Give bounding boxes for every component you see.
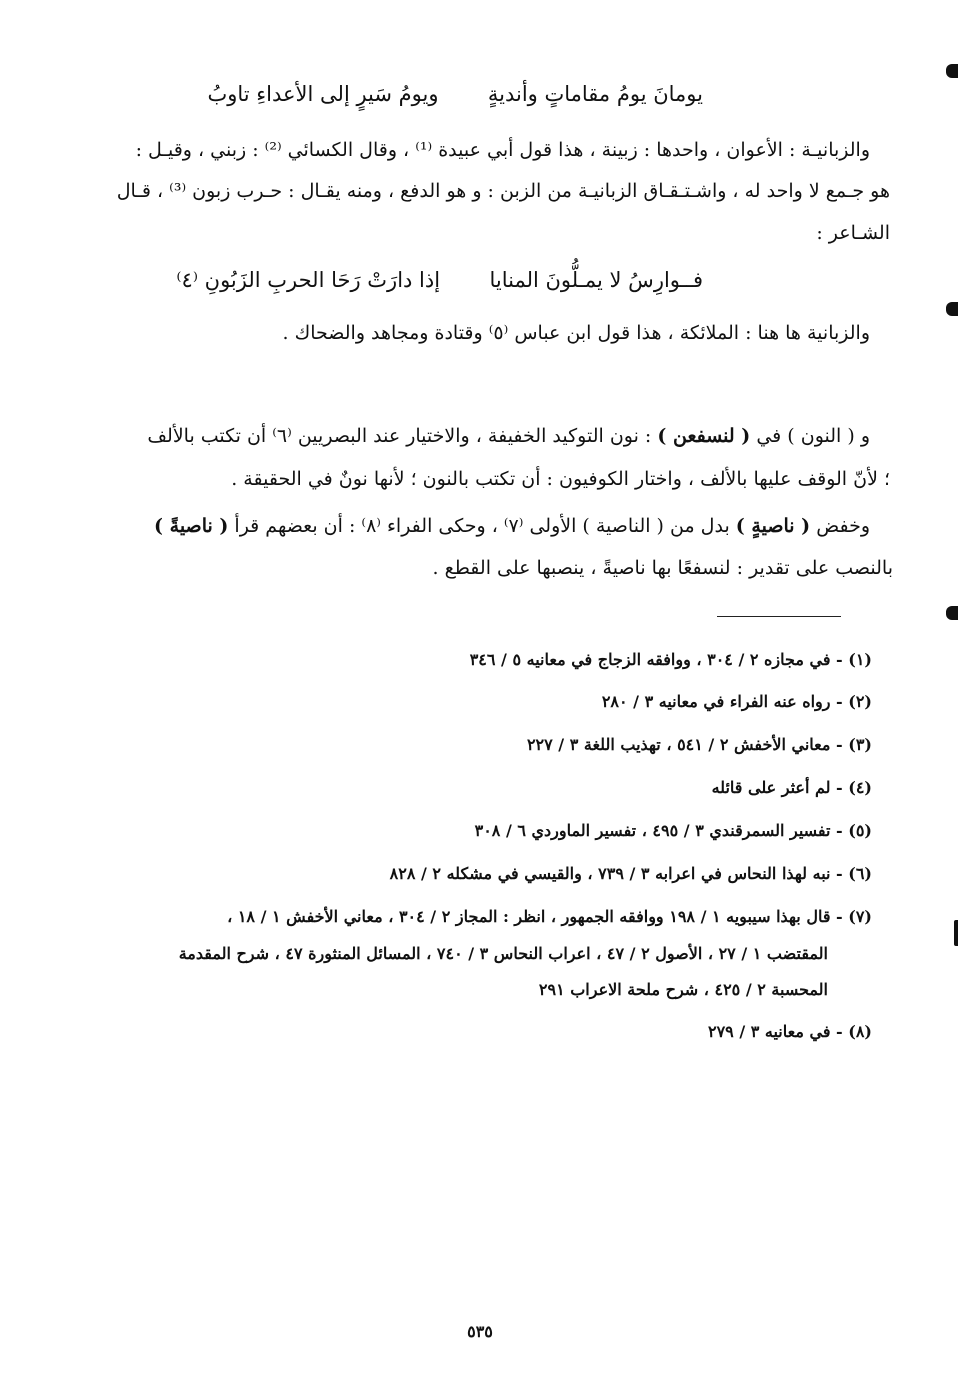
footnote-1: (١) - في مجازه ٢ / ٣٠٤ ، ووافقه الزجاج في معانيه ٥ / ٣٤٦ [469, 650, 872, 669]
paragraph-3-quoted-word: ( لنسفعن ) [657, 425, 751, 447]
paragraph-4-quoted-word-2: ( ناصيةً ) [154, 515, 229, 537]
footnote-6: (٦) - نبه لهذا النحاس في اعرابه ٣ / ٧٣٩ ، والقيسي في مشكله ٢ / ٨٢٨ [389, 864, 872, 883]
scan-mark-4 [954, 920, 958, 946]
page-number: ٥٣٥ [467, 1322, 493, 1341]
paragraph-3-text-a: و ( النون ) في [756, 425, 870, 447]
verse-1-right-hemistich: يومانَ يومُ مقاماتٍ وأنديةٍ [487, 82, 703, 106]
scan-mark-3 [946, 606, 958, 620]
scan-mark-2 [946, 302, 958, 316]
paragraph-3-line-2: ؛ لأنّ الوقف عليها بالألف ، واختار الكوفيون : أن تكتب بالنون ؛ لأنها نونٌ في الحقيقة . [231, 468, 890, 490]
verse-2 [176, 268, 703, 292]
paragraph-4-quoted-word: ( ناصيةٍ ) [735, 515, 811, 537]
footnote-7-continuation-1: المقتضب ١ / ٢٧ ، الأصول ٢ / ٤٧ ، اعراب النحاس ٣ / ٧٤٠ ، المسائل المنثورة ٤٧ ، شرح المقدمة [178, 944, 828, 963]
footnote-separator [717, 616, 841, 617]
paragraph-1-line-3: الشـاعر : [816, 222, 890, 244]
paragraph-4-text-a: وخفض [816, 515, 870, 537]
paragraph-2-line-1: والزبانية ها هنا : الملائكة ، هذا قول ابن عباس ⁽٥⁾ وقتادة ومجاهد والضحاك . [282, 322, 870, 344]
footnote-2: (٢) - رواه عنه الفراء في معانيه ٣ / ٢٨٠ [601, 692, 872, 711]
verse-1 [207, 82, 703, 106]
footnote-8: (٨) - في معانيه ٣ / ٢٧٩ [707, 1022, 872, 1041]
footnote-4: (٤) - لم أعثر على قائله [711, 778, 872, 797]
paragraph-3-text-b: : نون التوكيد الخفيفة ، والاختيار عند البصريين ⁽٦⁾ أن تكتب بالألف [147, 425, 652, 447]
paragraph-1-line-2: هو جـمع لا واحد له ، واشـتـقـاق الزبانيـة من الزبن : و هو الدفع ، ومنه يقـال : حـرب زبون ⁽³⁾ ، قـال [116, 180, 890, 202]
footnote-5: (٥) - تفسير السمرقندي ٣ / ٤٩٥ ، تفسير الماوردي ٦ / ٣٠٨ [474, 821, 872, 840]
scan-mark-1 [946, 64, 958, 78]
paragraph-3-line-1 [70, 425, 870, 447]
paragraph-1-line-1: والزبانيـة : الأعوان ، واحدها : زبينة ، هذا قول أبي عبيدة ⁽¹⁾ ، وقال الكسائي ⁽²⁾ : زبني ، وقيـل : [135, 139, 870, 161]
paragraph-4-line-1 [70, 515, 870, 537]
paragraph-4-text-b: بدل من ( الناصية ) الأولى ⁽٧⁾ ، وحكى الفراء ⁽٨⁾ : أن بعضهم قرأ [234, 515, 730, 537]
paragraph-4-line-2: بالنصب على تقدير : لنسفعًا بها ناصيةً ، ينصبها على القطع . [432, 557, 893, 579]
verse-1-left-hemistich: ويومُ سَيرٍ إلى الأعداءِ تاوبُ [207, 82, 439, 106]
footnote-7-continuation-2: المحسبة ٢ / ٤٢٥ ، شرح ملحة الاعراب ٢٩١ [538, 980, 828, 999]
footnote-7: (٧) - قال بهذا سيبويه ١ / ١٩٨ ووافقه الجمهور ، انظر : المجاز ٢ / ٣٠٤ ، معاني الأخفش ١ / ١٨ ، [227, 907, 872, 926]
verse-2-left-hemistich: إذا دارَتْ رَحَا الحربِ الزَبُونِ ⁽٤⁾ [176, 268, 441, 292]
verse-2-right-hemistich: فــوارِسُ لا يمـلُّونَ المنايا [489, 268, 703, 292]
footnote-3: (٣) - معاني الأخفش ٢ / ٥٤١ ، تهذيب اللغة ٣ / ٢٢٧ [526, 735, 872, 754]
